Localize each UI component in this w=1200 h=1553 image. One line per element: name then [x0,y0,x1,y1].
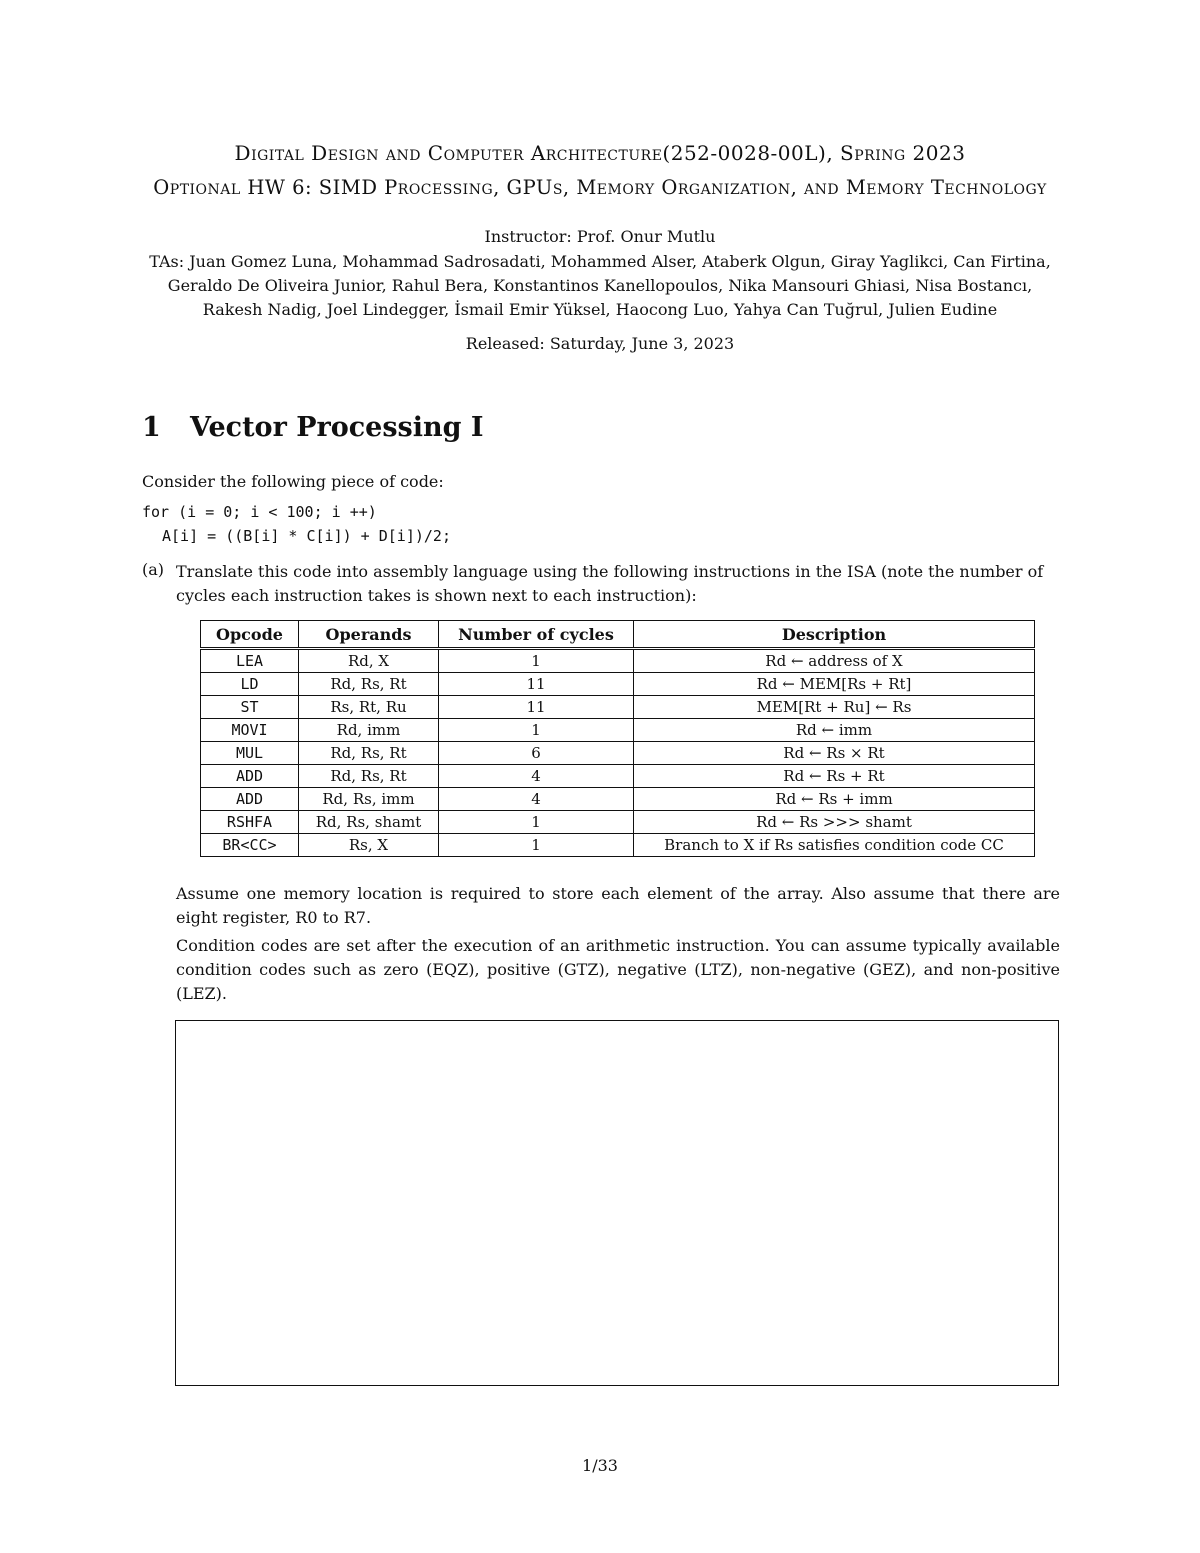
cell-operands: Rd, Rs, imm [299,788,439,811]
cell-cycles: 1 [439,719,634,742]
cell-description: Rd ← Rs + imm [634,788,1035,811]
table-row [201,742,1035,765]
cell-description: Rd ← address of X [634,649,1035,673]
cell-opcode: ADD [201,788,299,811]
cell-description: Rd ← Rs >>> shamt [634,811,1035,834]
cell-description: Rd ← imm [634,719,1035,742]
part-a-text: Translate this code into assembly language using the following instructions in the ISA (note the number of cycles each instruction takes is shown next to each instruction): [176,562,1044,605]
table-row [201,811,1035,834]
header-opcode: Opcode [201,621,299,649]
table-row [201,719,1035,742]
cell-cycles: 11 [439,696,634,719]
cell-opcode: MUL [201,742,299,765]
cell-cycles: 4 [439,765,634,788]
cell-opcode: ADD [201,765,299,788]
cell-cycles: 11 [439,673,634,696]
instructor-line: Instructor: Prof. Onur Mutlu [484,227,716,246]
table-header-row [201,621,1035,649]
code-line-2: A[i] = ((B[i] * C[i]) + D[i])/2; [162,527,451,545]
isa-table [200,620,1035,857]
cell-cycles: 6 [439,742,634,765]
cell-opcode: LEA [201,649,299,673]
cell-operands: Rd, Rs, Rt [299,765,439,788]
cell-operands: Rd, Rs, Rt [299,742,439,765]
header-operands: Operands [299,621,439,649]
homework-title: Optional HW 6: SIMD Processing, GPUs, Memory Organization, and Memory Technology [153,176,1047,199]
cell-cycles: 4 [439,788,634,811]
cell-description: MEM[Rt + Ru] ← Rs [634,696,1035,719]
ta-line-1: TAs: Juan Gomez Luna, Mohammad Sadrosadati, Mohammed Alser, Ataberk Olgun, Giray Yaglikci, Can Firtina, [149,252,1051,271]
table-row [201,834,1035,857]
section-number: 1 [142,412,161,443]
cell-description: Branch to X if Rs satisfies condition code CC [634,834,1035,857]
cell-description: Rd ← Rs + Rt [634,765,1035,788]
cell-operands: Rs, Rt, Ru [299,696,439,719]
page-number: 1/33 [582,1456,618,1475]
cell-operands: Rd, Rs, shamt [299,811,439,834]
table-row [201,696,1035,719]
answer-box[interactable] [175,1020,1059,1386]
cell-operands: Rd, Rs, Rt [299,673,439,696]
code-line-1: for (i = 0; i < 100; i ++) [142,503,377,521]
ta-line-3: Rakesh Nadig, Joel Lindegger, İsmail Emir Yüksel, Haocong Luo, Yahya Can Tuğrul, Julien Eudine [202,300,998,319]
intro-text: Consider the following piece of code: [142,472,444,491]
part-a-label: (a) [142,560,165,579]
cell-operands: Rd, X [299,649,439,673]
table-row [201,788,1035,811]
cell-opcode: LD [201,673,299,696]
cell-opcode: RSHFA [201,811,299,834]
release-date: Released: Saturday, June 3, 2023 [465,334,735,353]
assumption-text: Assume one memory location is required to store each element of the array. Also assume that there are eight register, R0 to R7. [176,884,1060,927]
cell-opcode: ST [201,696,299,719]
cell-operands: Rs, X [299,834,439,857]
section-title: Vector Processing I [190,412,484,443]
cell-cycles: 1 [439,649,634,673]
table-row [201,673,1035,696]
condition-codes-text: Condition codes are set after the execution of an arithmetic instruction. You can assume typically available condition codes such as zero (EQZ), positive (GTZ), negative (LTZ), non-negative (GEZ), and non-positive (LEZ). [176,936,1060,1003]
section-heading [142,412,484,443]
cell-cycles: 1 [439,834,634,857]
header-cycles: Number of cycles [439,621,634,649]
cell-opcode: MOVI [201,719,299,742]
cell-opcode: BR<CC> [201,834,299,857]
table-row [201,649,1035,673]
cell-description: Rd ← MEM[Rs + Rt] [634,673,1035,696]
table-row [201,765,1035,788]
cell-operands: Rd, imm [299,719,439,742]
header-description: Description [634,621,1035,649]
ta-line-2: Geraldo De Oliveira Junior, Rahul Bera, Konstantinos Kanellopoulos, Nika Mansouri Ghiasi, Nisa Bostancı, [167,276,1033,295]
cell-cycles: 1 [439,811,634,834]
cell-description: Rd ← Rs × Rt [634,742,1035,765]
table-body [201,649,1035,857]
course-title: Digital Design and Computer Architecture(252-0028-00L), Spring 2023 [234,141,966,165]
